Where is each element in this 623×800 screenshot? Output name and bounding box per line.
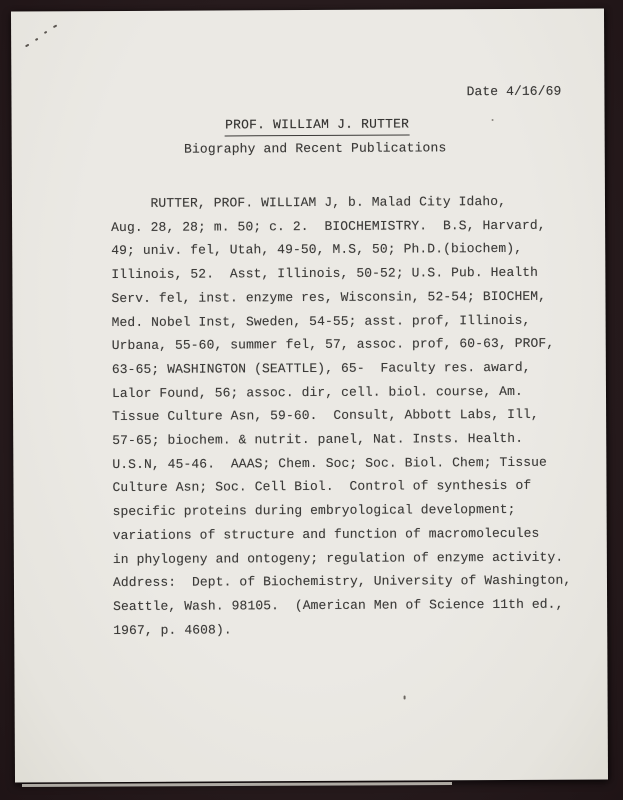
body-line: Culture Asn; Soc. Cell Biol. Control of synthesis of <box>112 478 532 496</box>
date-line: Date 4/16/69 <box>466 83 562 100</box>
body-line: 57-65; biochem. & nutrit. panel, Nat. Insts. Health. <box>112 430 524 449</box>
body-line: in phylogeny and ontogeny; regulation of enzyme activity. <box>112 549 564 567</box>
pen-mark <box>35 38 39 41</box>
body-line: 63-65; WASHINGTON (SEATTLE), 65- Faculty res. award, <box>111 359 531 377</box>
body-line: Tissue Culture Asn, 59-60. Consult, Abbott Labs, Ill, <box>112 407 539 425</box>
pen-mark <box>53 24 57 28</box>
body-line: 1967, p. 4608). <box>113 622 232 638</box>
body-line: variations of structure and function of macromolecules <box>112 525 540 543</box>
document-title: PROF. WILLIAM J. RUTTER <box>225 116 409 136</box>
body-line: Lalor Found, 56; assoc. dir, cell. biol. course, Am. <box>111 383 523 401</box>
body-line: U.S.N, 45-46. AAAS; Chem. Soc; Soc. Biol. Chem; Tissue <box>112 454 547 472</box>
body-line: specific proteins during embryological development; <box>112 502 516 520</box>
document-page <box>11 8 608 782</box>
document-subtitle: Biography and Recent Publications <box>183 140 447 157</box>
pen-mark <box>44 31 48 34</box>
pen-mark <box>25 44 29 48</box>
body-line: Illinois, 52. Asst, Illinois, 50-52; U.S. Pub. Health <box>111 264 539 283</box>
body-line: 49; univ. fel, Utah, 49-50, M.S, 50; Ph.D.(biochem), <box>111 241 523 259</box>
body-line: Seattle, Wash. 98105. (American Men of Science 11th ed., <box>113 596 564 614</box>
body-line: Serv. fel, inst. enzyme res, Wisconsin, 52-54; BIOCHEM, <box>111 288 547 306</box>
body-line: Med. Nobel Inst, Sweden, 54-55; asst. prof, Illinois, <box>111 312 531 330</box>
page-under-edge <box>22 782 452 787</box>
body-line: RUTTER, PROF. WILLIAM J, b. Malad City Idaho, <box>110 193 507 212</box>
paper-speck <box>404 696 406 700</box>
title-block <box>12 113 605 137</box>
body-line: Aug. 28, 28; m. 50; c. 2. BIOCHEMISTRY. B.S, Harvard, <box>111 217 546 235</box>
body-line: Urbana, 55-60, summer fel, 57, assoc. prof, 60-63, PROF, <box>111 335 555 354</box>
body-line: Address: Dept. of Biochemistry, University of Washington, <box>112 572 572 591</box>
biography-text <box>111 190 593 643</box>
